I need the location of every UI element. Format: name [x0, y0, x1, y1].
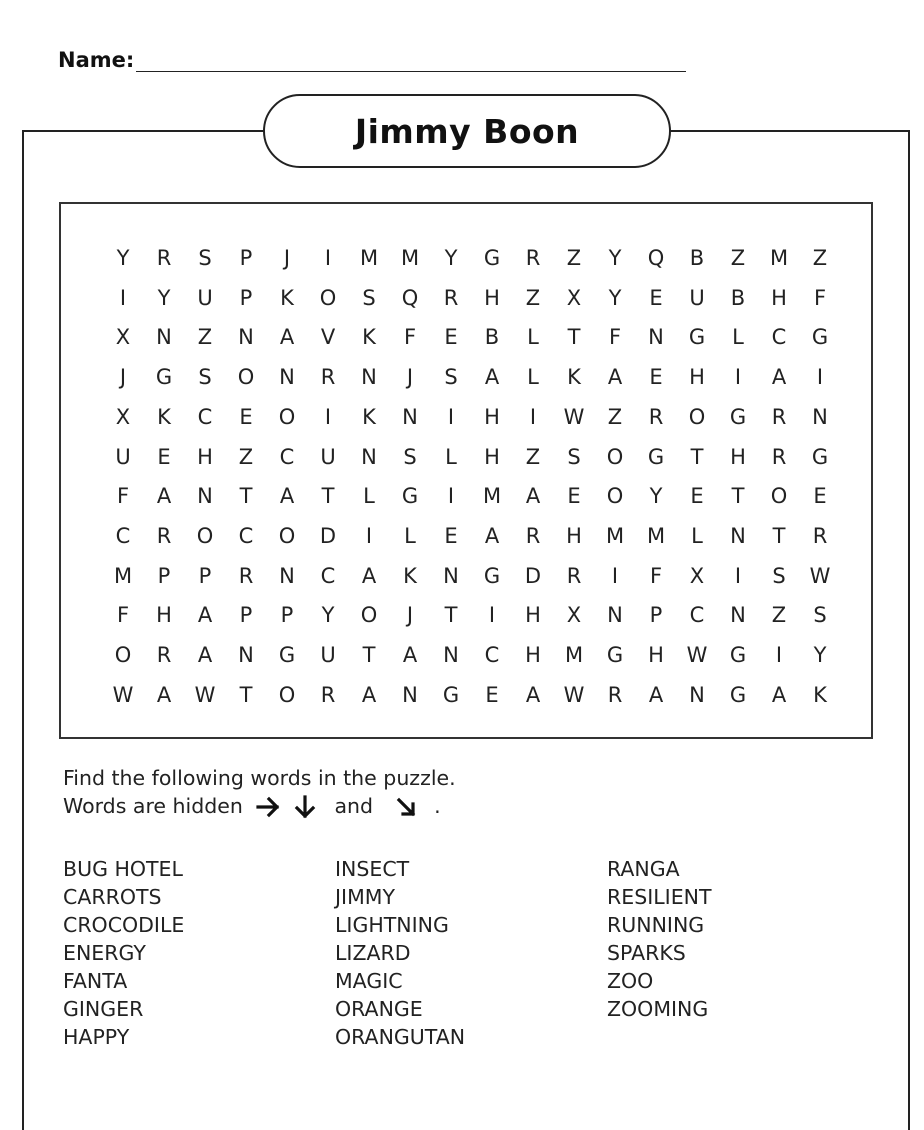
grid-letter[interactable]: H	[566, 523, 582, 548]
word-list-item: ENERGY	[63, 941, 146, 965]
grid-letter[interactable]: B	[484, 325, 500, 350]
grid-letter[interactable]: H	[689, 365, 705, 390]
grid-letter[interactable]: C	[238, 523, 254, 548]
grid-letter[interactable]: S	[198, 365, 212, 390]
grid-letter[interactable]: A	[279, 325, 295, 350]
grid-letter[interactable]: J	[283, 246, 291, 270]
grid-letter[interactable]: Z	[525, 444, 541, 469]
grid-letter[interactable]: P	[157, 563, 171, 588]
grid-letter[interactable]: T	[772, 523, 786, 548]
word-list-item: GINGER	[63, 997, 144, 1021]
word-list-item: SPARKS	[607, 941, 686, 965]
grid-letter[interactable]: W	[563, 682, 585, 707]
name-label: Name:	[58, 48, 135, 72]
arrow-right-icon	[255, 795, 283, 819]
grid-letter[interactable]: R	[771, 444, 787, 469]
grid-letter[interactable]: H	[648, 643, 664, 667]
grid-letter[interactable]: W	[112, 682, 134, 707]
instructions-line-2	[63, 792, 456, 820]
grid-letter[interactable]: B	[730, 285, 746, 310]
grid-letter[interactable]: M	[605, 523, 625, 548]
word-search-grid	[59, 202, 873, 739]
instructions-hidden-label: Words are hidden	[63, 794, 243, 818]
grid-letter[interactable]: W	[686, 643, 708, 667]
grid-letter[interactable]: X	[566, 285, 582, 310]
grid-letter[interactable]: A	[771, 365, 787, 390]
grid-letter[interactable]: K	[362, 404, 376, 429]
grid-letter[interactable]: P	[239, 285, 253, 310]
grid-letter[interactable]: P	[649, 603, 663, 628]
grid-letter[interactable]: Z	[771, 603, 787, 628]
grid-letter[interactable]: I	[529, 404, 537, 429]
grid-letter[interactable]: G	[155, 365, 173, 390]
grid-letter[interactable]: E	[690, 484, 704, 509]
grid-letter[interactable]: J	[406, 365, 414, 390]
grid-letter[interactable]: Z	[238, 444, 254, 469]
grid-letter[interactable]: S	[813, 603, 827, 628]
grid-letter[interactable]: T	[362, 643, 376, 667]
grid-letter[interactable]: N	[197, 484, 213, 509]
grid-letter[interactable]: T	[444, 603, 458, 628]
grid-letter[interactable]: O	[278, 682, 296, 707]
grid-letter[interactable]: I	[119, 285, 127, 310]
grid-letter[interactable]: T	[567, 325, 581, 350]
grid-letter[interactable]: I	[816, 365, 824, 390]
grid-letter[interactable]: M	[482, 484, 502, 509]
grid-letter[interactable]: M	[646, 523, 666, 548]
word-list-item: LIZARD	[335, 941, 411, 965]
grid-letter[interactable]: N	[361, 365, 377, 390]
word-list-item: CARROTS	[63, 885, 162, 909]
grid-letter[interactable]: S	[567, 444, 581, 469]
grid-letter[interactable]: A	[484, 523, 500, 548]
grid-letter[interactable]: R	[566, 563, 582, 588]
instructions-and-label: and	[334, 794, 374, 818]
arrow-down-right-icon	[394, 795, 420, 819]
grid-letter[interactable]: N	[402, 682, 418, 707]
grid-letter[interactable]: S	[444, 365, 458, 390]
grid-letter[interactable]: Y	[321, 603, 335, 628]
grid-letter[interactable]: P	[198, 563, 212, 588]
grid-letter[interactable]: G	[606, 643, 624, 667]
grid-letter[interactable]: O	[360, 603, 378, 628]
grid-letter[interactable]: N	[607, 603, 623, 628]
grid-letter[interactable]: P	[239, 603, 253, 628]
grid-letter[interactable]: U	[320, 444, 336, 469]
grid-letter[interactable]: Y	[608, 285, 622, 310]
grid-letter[interactable]: C	[279, 444, 295, 469]
grid-letter[interactable]: O	[237, 365, 255, 390]
grid-letter[interactable]: B	[689, 246, 705, 270]
instructions-line-1: Find the following words in the puzzle.	[63, 766, 456, 790]
grid-letter[interactable]: G	[811, 325, 829, 350]
word-list-column-2	[335, 855, 465, 1051]
title-banner	[263, 94, 671, 168]
grid-letter[interactable]: E	[649, 365, 663, 390]
grid-letter[interactable]: T	[690, 444, 704, 469]
grid-letter[interactable]: P	[280, 603, 294, 628]
grid-letter[interactable]: A	[279, 484, 295, 509]
grid-letter[interactable]: E	[485, 682, 499, 707]
grid-letter[interactable]: Y	[116, 246, 130, 270]
grid-letter[interactable]: G	[729, 404, 747, 429]
grid-letter[interactable]: L	[404, 523, 416, 548]
grid-letter[interactable]: O	[278, 523, 296, 548]
grid-letter[interactable]: X	[115, 404, 131, 429]
grid-letter[interactable]: W	[194, 682, 216, 707]
grid-letter[interactable]: O	[114, 643, 132, 667]
grid-letter[interactable]: W	[809, 563, 831, 588]
grid-letter[interactable]: K	[567, 365, 581, 390]
grid-letter[interactable]: L	[527, 365, 539, 390]
grid-letter[interactable]: G	[483, 246, 501, 270]
grid-letter[interactable]: R	[648, 404, 664, 429]
word-list-column-1	[63, 855, 184, 1051]
grid-letter[interactable]: N	[238, 643, 254, 667]
grid-letter[interactable]: R	[320, 365, 336, 390]
grid-letter[interactable]: Q	[401, 285, 419, 310]
arrow-down-icon	[292, 794, 318, 820]
word-list-item: RUNNING	[607, 913, 705, 937]
grid-letter[interactable]: A	[607, 365, 623, 390]
grid-letter[interactable]: R	[443, 285, 459, 310]
grid-letter[interactable]: N	[238, 325, 254, 350]
grid-letter[interactable]: F	[116, 484, 130, 509]
grid-letter[interactable]: H	[197, 444, 213, 469]
grid-letter[interactable]: Z	[566, 246, 582, 270]
word-list-column-3	[607, 855, 712, 1023]
word-list-item: INSECT	[335, 857, 410, 881]
grid-letter[interactable]: S	[198, 246, 212, 270]
grid-letter[interactable]: N	[689, 682, 705, 707]
grid-letter[interactable]: X	[566, 603, 582, 628]
instructions-period: .	[434, 794, 441, 818]
grid-letter[interactable]: Z	[730, 246, 746, 270]
grid-letter[interactable]: O	[606, 484, 624, 509]
grid-letter[interactable]: I	[488, 603, 496, 628]
grid-letter[interactable]: C	[115, 523, 131, 548]
grid-letter[interactable]: Y	[444, 246, 458, 270]
grid-letter[interactable]: U	[197, 285, 213, 310]
grid-letter[interactable]: L	[691, 523, 703, 548]
grid-letter[interactable]: G	[401, 484, 419, 509]
grid-letter[interactable]: X	[689, 563, 705, 588]
grid-letter[interactable]: H	[525, 603, 541, 628]
word-list-item: RANGA	[607, 857, 680, 881]
grid-letter[interactable]: K	[280, 285, 294, 310]
grid-letter[interactable]: A	[156, 682, 172, 707]
grid-letter[interactable]: O	[278, 404, 296, 429]
grid-letter[interactable]: A	[197, 603, 213, 628]
grid-letter[interactable]: F	[649, 563, 663, 588]
grid-letter[interactable]: H	[484, 444, 500, 469]
grid-letter[interactable]: Z	[197, 325, 213, 350]
grid-letter[interactable]: N	[279, 365, 295, 390]
grid-letter[interactable]: I	[775, 643, 783, 667]
grid-letter[interactable]: M	[113, 563, 133, 588]
grid-letter[interactable]: F	[608, 325, 622, 350]
word-list-item: ZOOMING	[607, 997, 709, 1021]
grid-letter[interactable]: G	[483, 563, 501, 588]
grid-letter[interactable]: E	[444, 325, 458, 350]
grid-letter[interactable]: A	[361, 563, 377, 588]
grid-letter[interactable]: R	[238, 563, 254, 588]
word-list-item: ZOO	[607, 969, 654, 993]
grid-letter[interactable]: C	[320, 563, 336, 588]
grid-letter[interactable]: A	[156, 484, 172, 509]
word-list-item: FANTA	[63, 969, 128, 993]
grid-letter[interactable]: K	[813, 682, 827, 707]
grid-letter[interactable]: G	[688, 325, 706, 350]
grid-letter[interactable]: M	[769, 246, 789, 270]
grid-letter[interactable]: R	[156, 246, 172, 270]
grid-letter[interactable]: K	[362, 325, 376, 350]
grid-letter[interactable]: Y	[813, 643, 827, 667]
grid-letter[interactable]: N	[156, 325, 172, 350]
grid-letter[interactable]: J	[119, 365, 127, 390]
grid-letter[interactable]: I	[324, 404, 332, 429]
grid-letter[interactable]: G	[729, 643, 747, 667]
grid-letter[interactable]: F	[116, 603, 130, 628]
grid-letter[interactable]: A	[197, 643, 213, 667]
grid-letter[interactable]: G	[442, 682, 460, 707]
grid-letter[interactable]: I	[365, 523, 373, 548]
grid-letter[interactable]: G	[811, 444, 829, 469]
name-write-line[interactable]	[136, 71, 686, 72]
grid-letter[interactable]: T	[321, 484, 335, 509]
grid-letter[interactable]: S	[362, 285, 376, 310]
grid-letter[interactable]: A	[525, 682, 541, 707]
grid-letter[interactable]: N	[402, 404, 418, 429]
grid-letter[interactable]: O	[196, 523, 214, 548]
grid-letter[interactable]: P	[239, 246, 253, 270]
grid-letter[interactable]: H	[484, 285, 500, 310]
grid-letter[interactable]: C	[771, 325, 787, 350]
grid-letter[interactable]: M	[400, 246, 420, 270]
word-list-item: HAPPY	[63, 1025, 130, 1049]
grid-letter[interactable]: I	[611, 563, 619, 588]
grid-letter[interactable]: O	[606, 444, 624, 469]
worksheet-title: Jimmy Boon	[354, 111, 580, 151]
grid-letter[interactable]: E	[239, 404, 253, 429]
grid-letter[interactable]: I	[324, 246, 332, 270]
grid-letter[interactable]: O	[770, 484, 788, 509]
grid-letter[interactable]: T	[239, 682, 253, 707]
grid-letter[interactable]: J	[406, 603, 414, 628]
grid-letter[interactable]: T	[239, 484, 253, 509]
grid-letter[interactable]: N	[279, 563, 295, 588]
grid-letter[interactable]: Y	[608, 246, 622, 270]
word-list-item: LIGHTNING	[335, 913, 449, 937]
word-list-item: ORANGE	[335, 997, 423, 1021]
grid-letter[interactable]: A	[525, 484, 541, 509]
grid-letter[interactable]: N	[812, 404, 828, 429]
grid-letter[interactable]: E	[157, 444, 171, 469]
grid-letter[interactable]: F	[403, 325, 417, 350]
grid-letter[interactable]: G	[647, 444, 665, 469]
grid-letter[interactable]: W	[563, 404, 585, 429]
grid-letter[interactable]: O	[688, 404, 706, 429]
word-list-item: MAGIC	[335, 969, 403, 993]
grid-letter[interactable]: L	[527, 325, 539, 350]
grid-letter[interactable]: C	[689, 603, 705, 628]
grid-letter[interactable]: E	[649, 285, 663, 310]
grid-letter[interactable]: A	[771, 682, 787, 707]
grid-letter[interactable]: G	[278, 643, 296, 667]
word-list-item: JIMMY	[335, 885, 395, 909]
grid-letter[interactable]: K	[157, 404, 171, 429]
grid-letter[interactable]: Z	[812, 246, 828, 270]
grid-letter[interactable]: N	[730, 523, 746, 548]
grid-letter[interactable]: Z	[525, 285, 541, 310]
grid-letter[interactable]: M	[564, 643, 584, 667]
grid-letter[interactable]: Y	[157, 285, 171, 310]
grid-letter[interactable]: R	[812, 523, 828, 548]
grid-letter[interactable]: E	[813, 484, 827, 509]
grid-letter[interactable]: M	[359, 246, 379, 270]
grid-letter[interactable]: Q	[647, 246, 665, 270]
grid-letter[interactable]: U	[320, 643, 336, 667]
grid-letter[interactable]: N	[361, 444, 377, 469]
grid-letter[interactable]: F	[813, 285, 827, 310]
grid-letter[interactable]: A	[402, 643, 418, 667]
word-list-item: CROCODILE	[63, 913, 185, 937]
grid-letter[interactable]: H	[525, 643, 541, 667]
grid-letter[interactable]: O	[319, 285, 337, 310]
grid-letter[interactable]: R	[771, 404, 787, 429]
grid-letter[interactable]: D	[524, 563, 542, 588]
grid-letter[interactable]: X	[115, 325, 131, 350]
word-list-item: BUG HOTEL	[63, 857, 183, 881]
word-list-item: ORANGUTAN	[335, 1025, 466, 1049]
grid-letter[interactable]: C	[197, 404, 213, 429]
grid-letter[interactable]: D	[319, 523, 337, 548]
grid-letter[interactable]: V	[320, 325, 336, 350]
grid-letter[interactable]: H	[156, 603, 172, 628]
grid-letter[interactable]: U	[115, 444, 131, 469]
grid-letter[interactable]: T	[731, 484, 745, 509]
grid-letter[interactable]: A	[361, 682, 377, 707]
grid-letter[interactable]: L	[445, 444, 457, 469]
grid-letter[interactable]: R	[156, 643, 172, 667]
grid-letter[interactable]: L	[363, 484, 375, 509]
grid-letter[interactable]: A	[648, 682, 664, 707]
grid-letter[interactable]: I	[734, 563, 742, 588]
grid-letter[interactable]: I	[447, 404, 455, 429]
grid-letter[interactable]: N	[443, 563, 459, 588]
grid-letter[interactable]: E	[567, 484, 581, 509]
grid-letter[interactable]: Z	[607, 404, 623, 429]
grid-letter[interactable]: A	[484, 365, 500, 390]
grid-letter[interactable]: R	[320, 682, 336, 707]
grid-letter[interactable]: N	[730, 603, 746, 628]
grid-letter[interactable]: H	[484, 404, 500, 429]
grid-letter[interactable]: E	[444, 523, 458, 548]
grid-letter[interactable]: U	[689, 285, 705, 310]
grid-letter[interactable]: S	[772, 563, 786, 588]
grid-letter[interactable]: C	[484, 643, 500, 667]
grid-letter[interactable]: H	[771, 285, 787, 310]
grid-letter[interactable]: N	[648, 325, 664, 350]
grid-letter[interactable]: G	[729, 682, 747, 707]
instructions	[63, 764, 456, 820]
grid-letter[interactable]: I	[734, 365, 742, 390]
grid-letter[interactable]: K	[403, 563, 417, 588]
grid-letter[interactable]: R	[607, 682, 623, 707]
word-list-item: RESILIENT	[607, 885, 712, 909]
grid-letter[interactable]: S	[403, 444, 417, 469]
grid-letter[interactable]: R	[156, 523, 172, 548]
grid-letter[interactable]: R	[525, 246, 541, 270]
grid-letter[interactable]: Y	[649, 484, 663, 509]
grid-letter[interactable]: H	[730, 444, 746, 469]
grid-letter[interactable]: N	[443, 643, 459, 667]
grid-letter[interactable]: L	[732, 325, 744, 350]
grid-letter[interactable]: I	[447, 484, 455, 509]
grid-letter[interactable]: R	[525, 523, 541, 548]
